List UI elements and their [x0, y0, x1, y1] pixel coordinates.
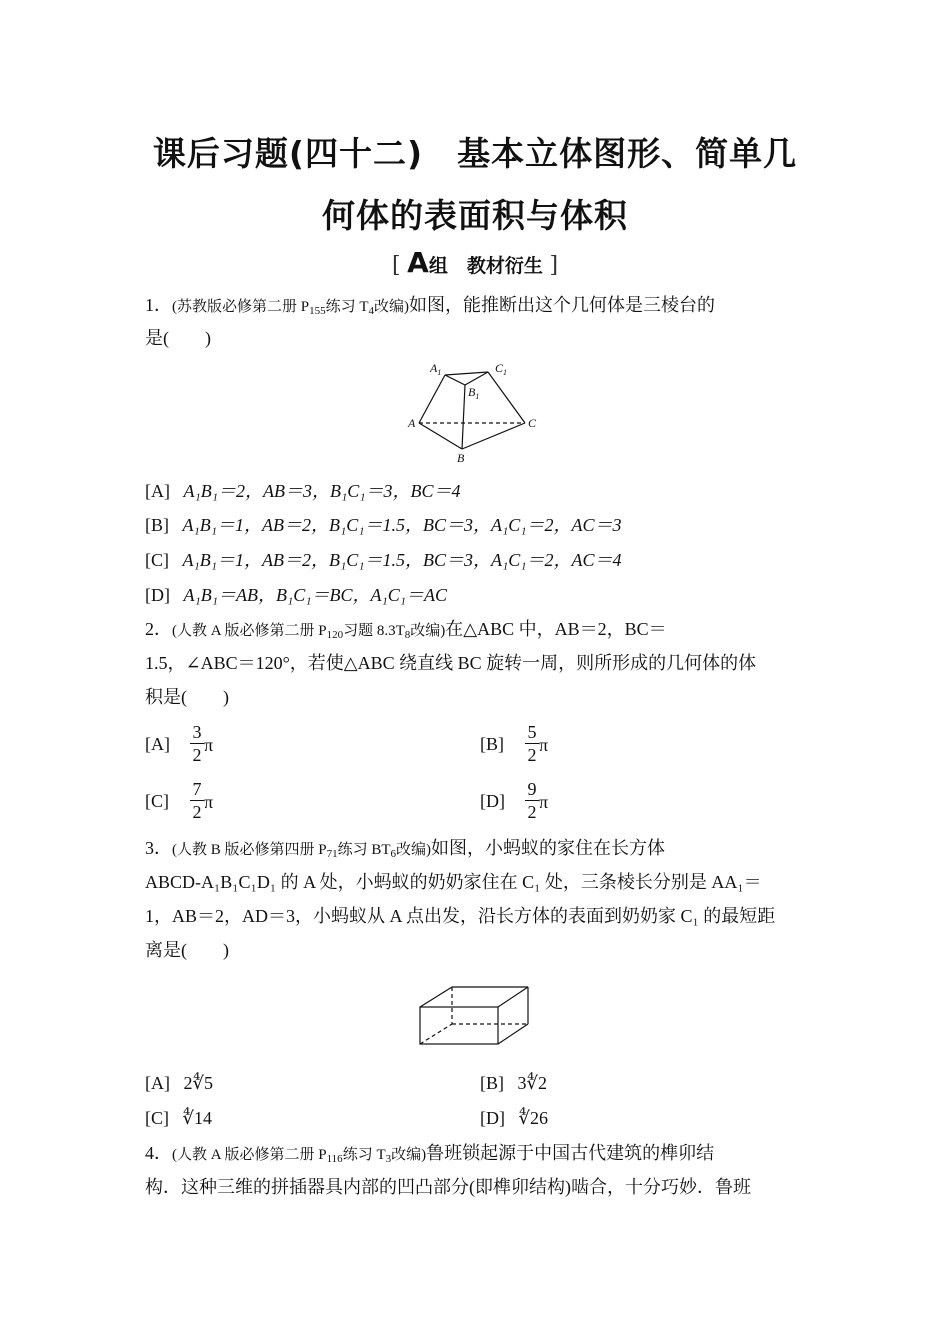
- q2-line1: 2．(人教 A 版必修第二册 $P_{120}$习题 $8.3T_8$改编)在△ABC 中，AB＝2，BC＝: [145, 619, 667, 641]
- q4-line1: 4．(人教 A 版必修第二册 $P_{116}$练习 $T_3$改编)鲁班锁起源于中国古代建筑的榫卯结: [145, 1143, 715, 1165]
- q2-option-a-label[interactable]: [A]: [145, 734, 170, 754]
- label-a1: $A_1$: [430, 361, 442, 377]
- q2-option-b-fraction: 5 2: [525, 722, 539, 765]
- q2-line3: 积是( ): [145, 687, 229, 707]
- q2-option-d-label[interactable]: [D]: [480, 791, 505, 811]
- q3-option-b[interactable]: [B] 3∜2: [480, 1073, 547, 1093]
- label-b: B: [457, 451, 465, 465]
- q2-option-b-label[interactable]: [B]: [480, 734, 504, 754]
- q3-line1: 3．(人教 B 版必修第四册 $P_{71}$练习 $BT_6$改编)如图，小蚂蚁的家住在长方体: [145, 838, 666, 860]
- q1-option-d[interactable]: [D] A₁B₁＝AB，B₁C₁＝BC，A₁C₁＝AC: [145, 585, 448, 605]
- q3-line4: 离是( ): [145, 940, 229, 960]
- q2-option-d-pi: π: [539, 792, 549, 812]
- q2-option-c-label[interactable]: [C]: [145, 791, 169, 811]
- q1-option-a[interactable]: [A] A₁B₁＝2，AB＝3，B₁C₁＝3，BC＝4: [145, 481, 461, 501]
- q3-line2: ABCD-A₁B₁C₁D₁ 的 A 处，小蚂蚁的奶奶家住在 C₁ 处，三条棱长分别是 AA₁＝: [145, 872, 762, 892]
- label-b1: $B_1$: [468, 385, 480, 401]
- q2-option-c-pi: π: [204, 792, 214, 812]
- q3-line3: 1，AB＝2，AD＝3，小蚂蚁从 A 点出发，沿长方体的表面到奶奶家 C₁ 的最短距: [145, 906, 776, 926]
- q1-option-c[interactable]: [C] A₁B₁＝1，AB＝2，B₁C₁＝1.5，BC＝3，A₁C₁＝2，AC＝4: [145, 550, 622, 570]
- group-letter: A: [407, 246, 429, 279]
- q2-option-b-pi: π: [539, 735, 549, 755]
- q2-line2: 1.5，∠ABC＝120°，若使△ABC 绕直线 BC 旋转一周，则所形成的几何体的体: [145, 653, 757, 673]
- group-heading: [ A组 教材衍生 ]: [391, 246, 559, 279]
- q1-line1: 1．(苏教版必修第二册 $P_{155}$练习 $T_4$改编)如图，能推断出这个几何体是三棱台的: [145, 295, 716, 317]
- q3-box-figure: [400, 970, 550, 1065]
- q2-option-d-fraction: 9 2: [525, 779, 539, 822]
- group-label: 组 教材衍生: [428, 255, 543, 277]
- label-c1: $C_1$: [495, 361, 508, 377]
- q2-option-a-fraction: 3 2: [190, 722, 204, 765]
- page-title-line2: 何体的表面积与体积: [322, 196, 628, 235]
- q1-line2: 是( ): [145, 328, 211, 348]
- q2-option-c-fraction: 7 2: [190, 779, 204, 822]
- q3-option-c[interactable]: [C] ∜14: [145, 1108, 212, 1128]
- q1-option-b[interactable]: [B] A₁B₁＝1，AB＝2，B₁C₁＝1.5，BC＝3，A₁C₁＝2，AC＝3: [145, 515, 622, 535]
- q2-option-a-pi: π: [204, 735, 214, 755]
- q4-line2: 构．这种三维的拼插器具内部的凹凸部分(即榫卯结构)啮合，十分巧妙．鲁班: [145, 1177, 751, 1197]
- q3-option-d[interactable]: [D] ∜26: [480, 1108, 548, 1128]
- label-a: A: [408, 416, 416, 430]
- label-c: C: [528, 416, 537, 430]
- page-title-line1: 课后习题(四十二) 基本立体图形、简单几: [152, 134, 798, 173]
- q3-option-a[interactable]: [A] 2∜5: [145, 1073, 213, 1093]
- q1-frustum-figure: [405, 358, 545, 468]
